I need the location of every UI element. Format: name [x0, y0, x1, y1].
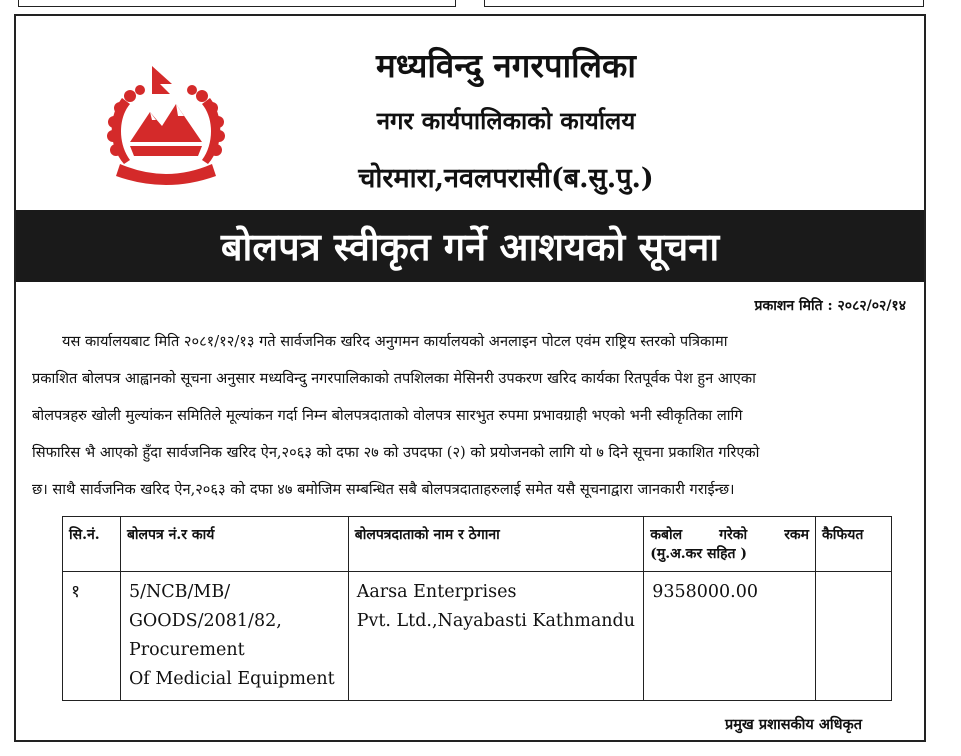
cell-sn: १ — [63, 572, 121, 701]
header-amount-word: गरेको — [719, 527, 748, 543]
bidder-line: Aarsa Enterprises — [356, 582, 517, 602]
office-name: नगर कार्यपालिकाको कार्यालय — [376, 106, 636, 135]
notice-document — [14, 14, 926, 742]
top-right-frame — [484, 0, 924, 7]
notice-title: बोलपत्र स्वीकृत गर्ने आशयको सूचना — [220, 224, 720, 269]
header-bidder: बोलपत्रदाताको नाम र ठेगाना — [348, 517, 643, 572]
cell-amount: 9358000.00 — [644, 572, 816, 701]
org-name: मध्यविन्दु नगरपालिका — [376, 46, 636, 85]
nepal-emblem-icon — [100, 60, 232, 192]
bidder-line: Pvt. Ltd.,Nayabasti Kathmandu — [356, 611, 635, 631]
header-remarks: कैफियत — [816, 517, 892, 572]
bid-table — [62, 516, 892, 701]
header-amount-word: रकम — [784, 527, 810, 543]
table-header-row — [63, 517, 892, 572]
body-line: सिफारिस भै आएको हुँदा सार्वजनिक खरिद ऐन,२०६३ को दफा २७ को उपदफा (२) को प्रयोजनको लागि यो ७ दिने सूचना प्रकाशित गरिएको — [32, 444, 760, 461]
work-line: Of Medicial Equipment — [128, 669, 335, 689]
notice-title-banner — [16, 210, 924, 282]
header-amount-note: (मु.अ.कर सहित ) — [650, 546, 748, 562]
work-line: GOODS/2081/82, — [128, 611, 282, 631]
cell-work — [120, 572, 348, 701]
publication-date: प्रकाशन मिति : २०८२/०२/१४ — [754, 298, 906, 314]
signatory-title: प्रमुख प्रशासकीय अधिकृत — [725, 716, 862, 733]
body-line: यस कार्यालयबाट मिति २०८१/१२/१३ गते सार्वजनिक खरिद अनुगमन कार्यालयको अनलाइन पोटल एवंम राष्ट्रिय स्तरको पत्रिकामा — [62, 333, 728, 350]
work-line: 5/NCB/MB/ — [128, 582, 231, 602]
top-left-frame — [18, 0, 456, 7]
body-line: छ। साथै सार्वजनिक खरिद ऐन,२०६३ को दफा ४७ बमोजिम सम्बन्धित सबै बोलपत्रदाताहरुलाई समेत यसै सूचनाद्वारा जानकारी गराईन्छ। — [32, 481, 735, 498]
cell-remarks — [816, 572, 892, 701]
table-row — [63, 572, 892, 701]
header-amount — [644, 517, 816, 572]
office-address: चोरमारा,नवलपरासी(ब.सु.पु.) — [358, 163, 654, 194]
header-work: बोलपत्र नं.र कार्य — [120, 517, 348, 572]
header-amount-word: कबोल — [650, 527, 683, 543]
body-line: प्रकाशित बोलपत्र आह्वानको सूचना अनुसार मध्यविन्दु नगरपालिकाको तपशिलका मेसिनरी उपकरण खरिद कार्यका रितपूर्वक पेश हुन आएका — [32, 370, 756, 387]
body-line: बोलपत्रहरु खोली मुल्यांकन समितिले मूल्यांकन गर्दा निम्न बोलपत्रदाताको वोलपत्र सारभुत रुपमा प्रभावग्राही भएको भनी स्वीकृतिका लागि — [32, 407, 743, 424]
header-sn: सि.नं. — [63, 517, 121, 572]
cell-bidder — [348, 572, 643, 701]
work-line: Procurement — [128, 640, 245, 660]
